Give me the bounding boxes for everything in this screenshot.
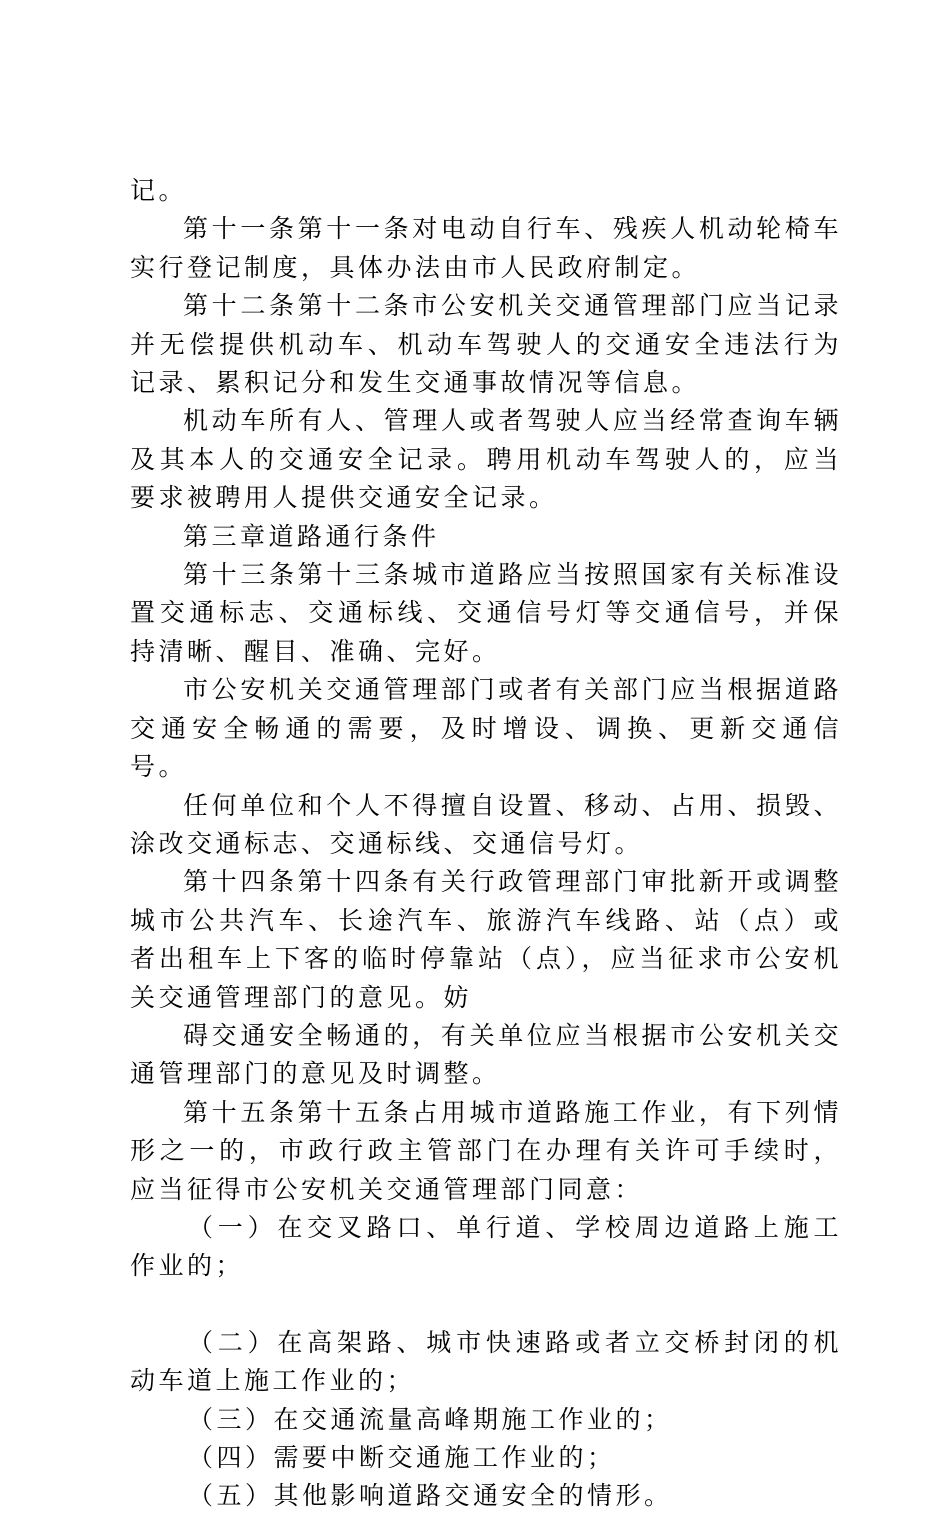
list-item-5: （五）其他影响道路交通安全的情形。 xyxy=(188,1481,673,1511)
paragraph-article-14: 第十四条第十四条有关行政管理部门审批新开或调整城市公共汽车、长途汽车、旅游汽车线路、站（点）或者出租车上下客的临时停靠站（点），应当征求市公安机关交通管理部门的意见。妨 xyxy=(130,867,842,1012)
chapter-heading: 第三章道路通行条件 xyxy=(183,521,440,551)
list-item-4: （四）需要中断交通施工作业的； xyxy=(188,1443,616,1472)
paragraph-article-13-clause-3: 任何单位和个人不得擅自设置、移动、占用、损毁、涂改交通标志、交通标线、交通信号灯。 xyxy=(130,790,842,858)
document-body xyxy=(130,172,842,1516)
list-item-3: （三）在交通流量高峰期施工作业的； xyxy=(188,1404,673,1434)
paragraph-article-13-clause-2: 市公安机关交通管理部门或者有关部门应当根据道路交通安全畅通的需要，及时增设、调换、更新交通信号。 xyxy=(130,675,842,782)
paragraph-continuation: 记。 xyxy=(130,176,188,205)
list-item-2: （二）在高架路、城市快速路或者立交桥封闭的机动车道上施工作业的； xyxy=(130,1327,842,1396)
paragraph-article-14-continued: 碍交通安全畅通的，有关单位应当根据市公安机关交通管理部门的意见及时调整。 xyxy=(130,1020,842,1089)
list-item-1: （一）在交叉路口、单行道、学校周边道路上施工作业的； xyxy=(130,1212,842,1281)
paragraph-article-13: 第十三条第十三条城市道路应当按照国家有关标准设置交通标志、交通标线、交通信号灯等交通信号，并保持清晰、醒目、准确、完好。 xyxy=(130,560,842,666)
paragraph-article-12-clause-2: 机动车所有人、管理人或者驾驶人应当经常查询车辆及其本人的交通安全记录。聘用机动车驾驶人的，应当要求被聘用人提供交通安全记录。 xyxy=(130,406,842,513)
paragraph-article-12: 第十二条第十二条市公安机关交通管理部门应当记录并无偿提供机动车、机动车驾驶人的交通安全违法行为记录、累积记分和发生交通事故情况等信息。 xyxy=(130,291,842,398)
paragraph-article-11: 第十一条第十一条对电动自行车、残疾人机动轮椅车实行登记制度，具体办法由市人民政府制定。 xyxy=(130,214,842,282)
paragraph-article-15: 第十五条第十五条占用城市道路施工作业，有下列情形之一的，市政行政主管部门在办理有关许可手续时，应当征得市公安机关交通管理部门同意： xyxy=(130,1097,842,1204)
